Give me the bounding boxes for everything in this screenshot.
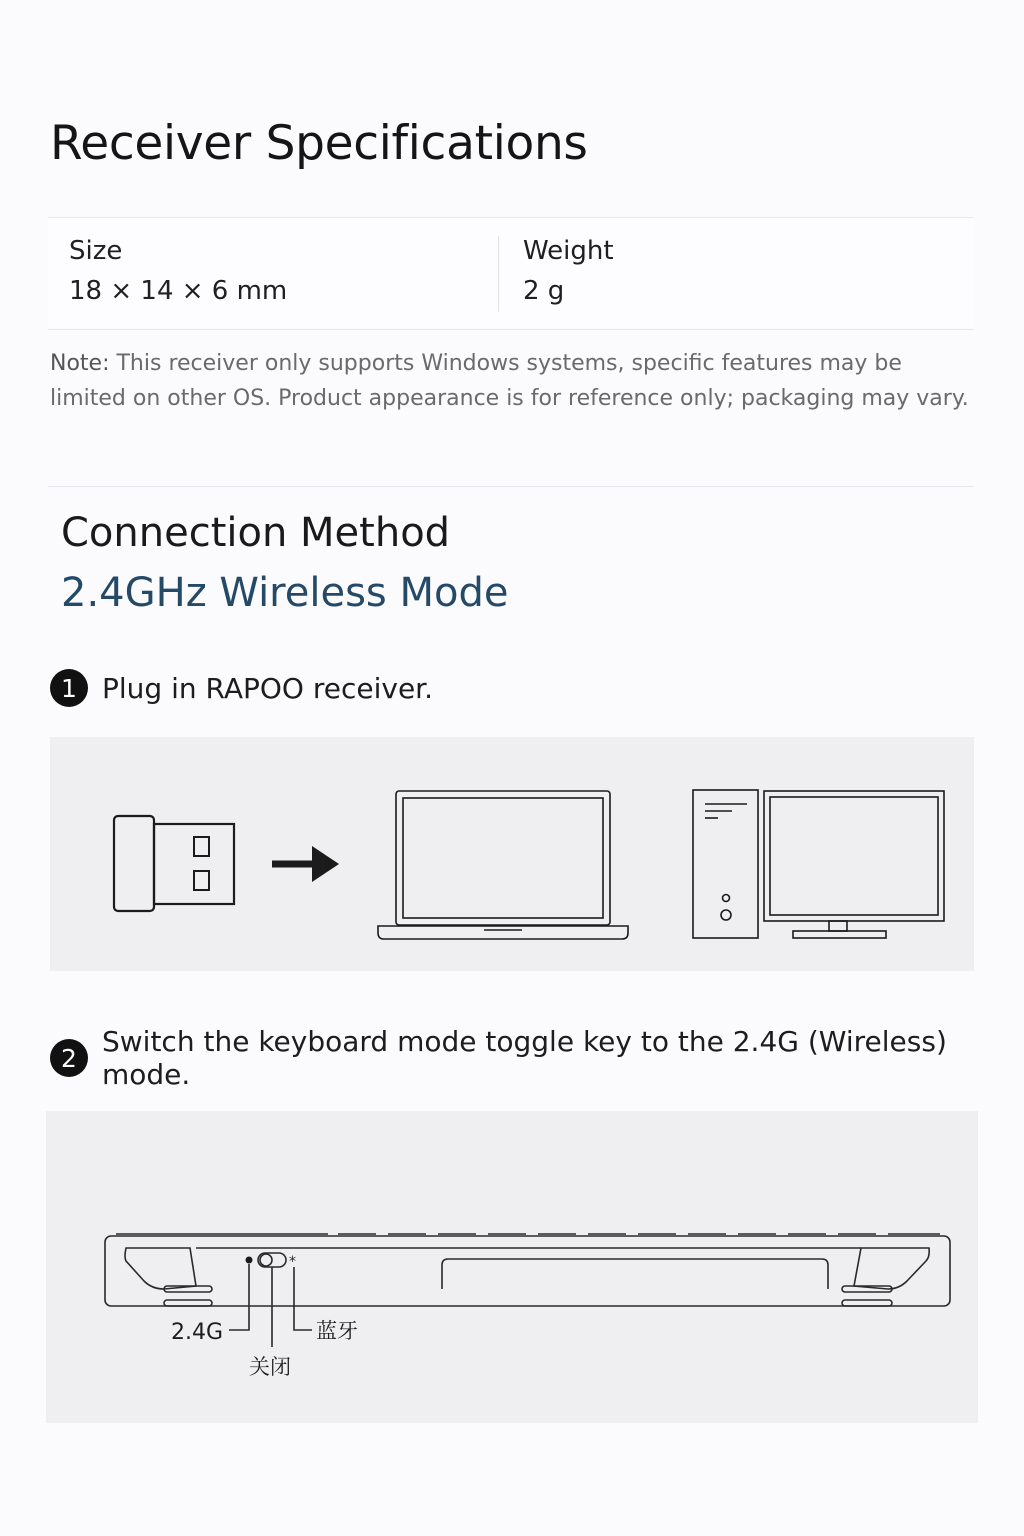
note-text — [50, 346, 980, 416]
table-bottom-rule — [48, 329, 974, 330]
switch-label-off: 关闭 — [249, 1355, 291, 1379]
step-text-2: Switch the keyboard mode toggle key to the 2.4G (Wireless) mode. — [102, 1025, 947, 1091]
receiver-illustration-panel — [50, 737, 974, 971]
keyboard-side-icon — [105, 1234, 950, 1347]
spec-weight-value: 2 g — [523, 276, 565, 306]
note-prefix: Note: — [50, 351, 110, 376]
spec-size-value: 18 × 14 × 6 mm — [69, 276, 288, 306]
spec-size-label: Size — [69, 236, 123, 266]
svg-text:*: * — [289, 1254, 296, 1270]
step-text-1: Plug in RAPOO receiver. — [102, 671, 434, 705]
step-number-2: 2 — [50, 1039, 88, 1077]
arrow-right-icon — [272, 846, 339, 882]
spec-table — [48, 218, 974, 328]
step-2 — [50, 1025, 1024, 1091]
spec-weight-label: Weight — [523, 236, 614, 266]
page-title: Receiver Specifications — [50, 116, 588, 171]
connection-heading: Connection Method — [61, 510, 451, 556]
laptop-icon — [378, 791, 628, 939]
step-1 — [50, 669, 433, 707]
desktop-computer-icon — [693, 790, 944, 938]
switch-label-2-4g: 2.4G — [171, 1320, 224, 1345]
section-divider — [48, 486, 974, 487]
step-number-1: 1 — [50, 669, 88, 707]
note-body: This receiver only supports Windows systems, specific features may be limited on other OS. Product appearance is for reference only; packaging may vary. — [50, 351, 969, 411]
switch-label-bluetooth: 蓝牙 — [316, 1319, 358, 1343]
spec-divider — [498, 236, 499, 312]
connection-mode: 2.4GHz Wireless Mode — [61, 570, 509, 616]
keyboard-illustration-panel — [46, 1111, 978, 1423]
usb-receiver-icon — [114, 816, 234, 911]
